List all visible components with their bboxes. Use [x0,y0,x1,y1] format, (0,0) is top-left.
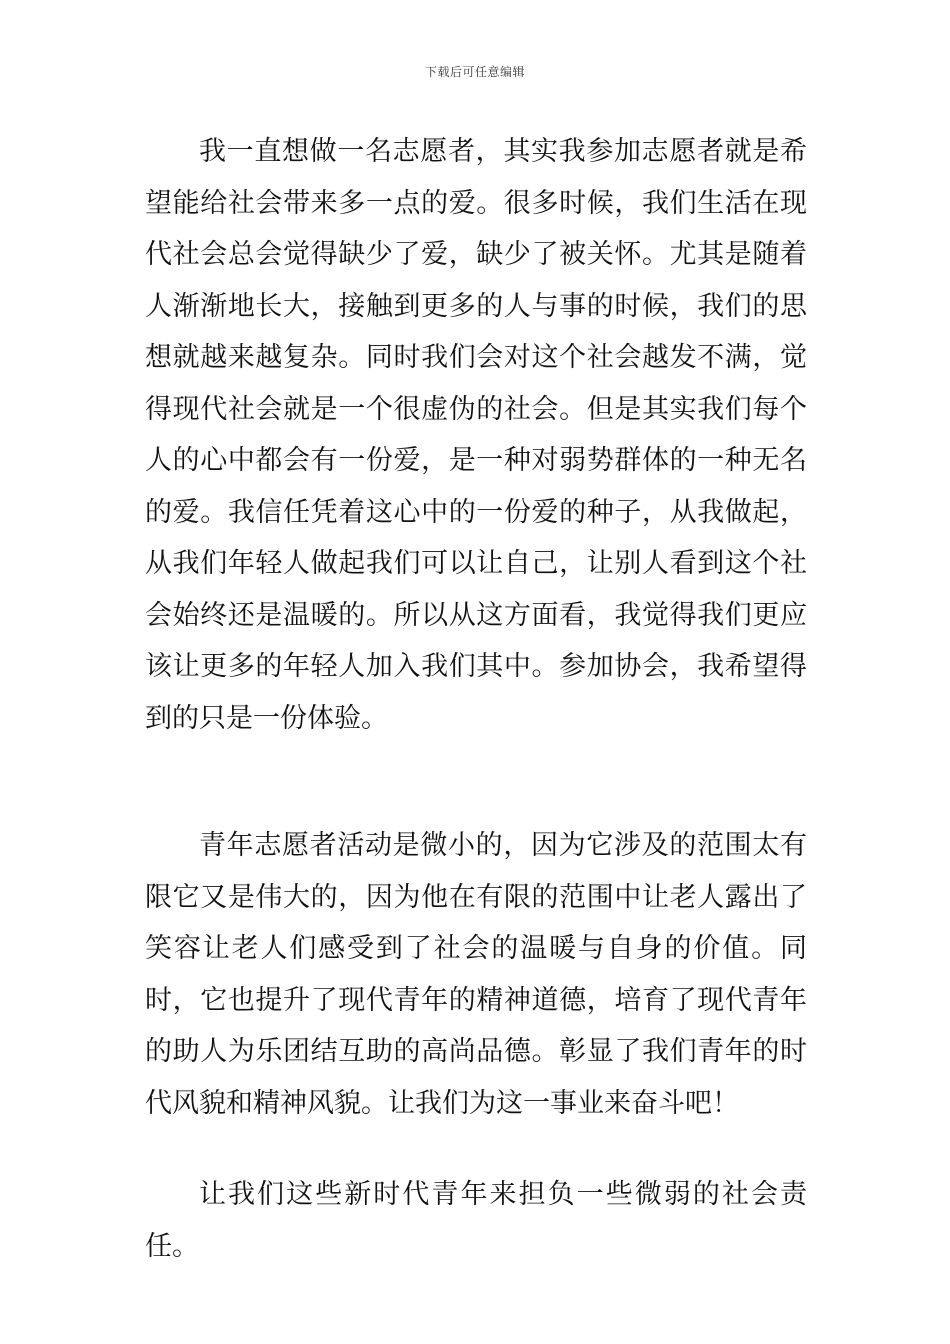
paragraph-volunteer-wish: 我一直想做一名志愿者，其实我参加志愿者就是希望能给社会带来多一点的爱。很多时候，我们生活在现代社会总会觉得缺少了爱，缺少了被关怀。尤其是随着人渐渐地长大，接触到更多的人与事的时候，我们的思想就越来越复杂。同时我们会对这个社会越发不满，觉得现代社会就是一个很虚伪的社会。但是其实我们每个人的心中都会有一份爱，是一种对弱势群体的一种无名的爱。我信任凭着这心中的一份爱的种子，从我做起，从我们年轻人做起我们可以让自己，让别人看到这个社会始终还是温暖的。所以从这方面看，我觉得我们更应该让更多的年轻人加入我们其中。参加协会，我希望得到的只是一份体验。 [145,136,807,734]
paragraph-responsibility: 让我们这些新时代青年来担负一些微弱的社会责任。 [145,1179,807,1262]
page-header: 下载后可任意编辑 [424,65,525,79]
paragraph-youth-activity: 青年志愿者活动是微小的，因为它涉及的范围太有限它又是伟大的，因为他在有限的范围中让老人露出了笑容让老人们感受到了社会的温暖与自身的价值。同时，它也提升了现代青年的精神道德，培育了现代青年的助人为乐团结互助的高尚品德。彰显了我们青年的时代风貌和精神风貌。让我们为这一事业来奋斗吧！ [145,830,807,1119]
